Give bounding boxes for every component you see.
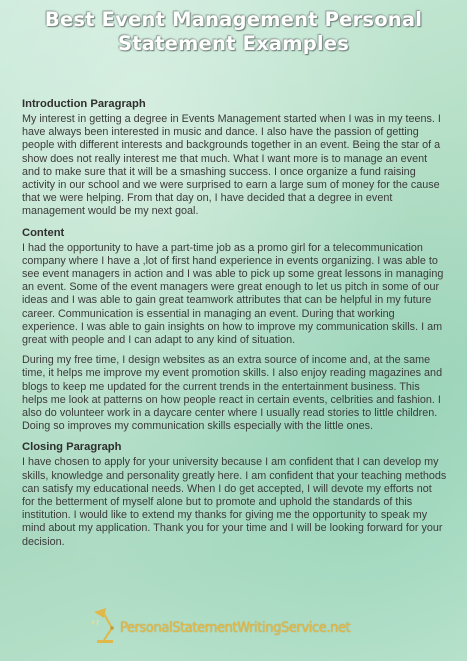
section-closing xyxy=(22,440,447,548)
paragraph: I have chosen to apply for your university because I am confident that I can develop my skills, knowledge and personality greatly here. I am confident that your teaching methods can satisfy my educational needs. When I do get accepted, I will devote my efforts not for the betterment of myself alone but to promote and uphold the standards of this institution. I would like to extend my thanks for giving me the opportunity to speak my mind about my application. Thank you for your time and I will be looking forward for your decision. xyxy=(22,456,447,548)
section-heading: Closing Paragraph xyxy=(22,441,122,454)
section-heading: Introduction Paragraph xyxy=(22,98,146,110)
paragraph: I had the opportunity to have a part-time job as a promo girl for a telecommunication company where I have a ,lot of first hand experience in events organizing. I was able to see event managers in action and I was able to pick up some great lessons in managing an event. Some of the event managers were great enough to let us pitch in some of our ideas and I was able to gain great teamwork attributes that can be helpful in my future career. Communication is essential in managing an event. During that working experience. I was able to gain insights on how to improve my communication skills. I am great with people and I can adapt to any kind of situation. xyxy=(22,241,444,347)
paragraph: My interest in getting a degree in Events Management started when I was in my teens. I have always been interested in music and dance. I also have the passion of getting people with different interests and backgrounds together in an event. Being the star of a show does not really interest me that much. What I want more is to manage an event and to make sure that it will be a smashing success. I once organize a fund raising activity in our school and we were surprised to earn a large sum of money for the cause that we were helping. From that day on, I have decided that a degree in event management would be my next goal. xyxy=(22,113,441,218)
page-title-line-2: Statement Examples xyxy=(117,32,350,55)
section-content xyxy=(22,226,447,434)
footer-brand xyxy=(92,606,392,646)
paragraph: During my free time, I design websites as an extra source of income and, at the same time, it helps me improve my event promotion skills. I also enjoy reading magazines and blogs to keep me updated for the current trends in the entertainment business. This helps me look at patterns on how people react in certain events, celbrities and fashion. I also do volunteer work in a daycare center where I usually read stories to little children. Doing so improves my communication skills especially with the little ones. xyxy=(22,354,443,433)
brand-name[interactable]: PersonalStatementWritingService.net xyxy=(120,620,351,636)
section-heading: Content xyxy=(22,226,65,239)
statement-body xyxy=(22,97,447,556)
desk-lamp-icon xyxy=(92,606,122,646)
section-introduction xyxy=(22,97,447,219)
page-title-line-1: Best Event Management Personal xyxy=(44,8,423,31)
page-title xyxy=(0,8,467,56)
